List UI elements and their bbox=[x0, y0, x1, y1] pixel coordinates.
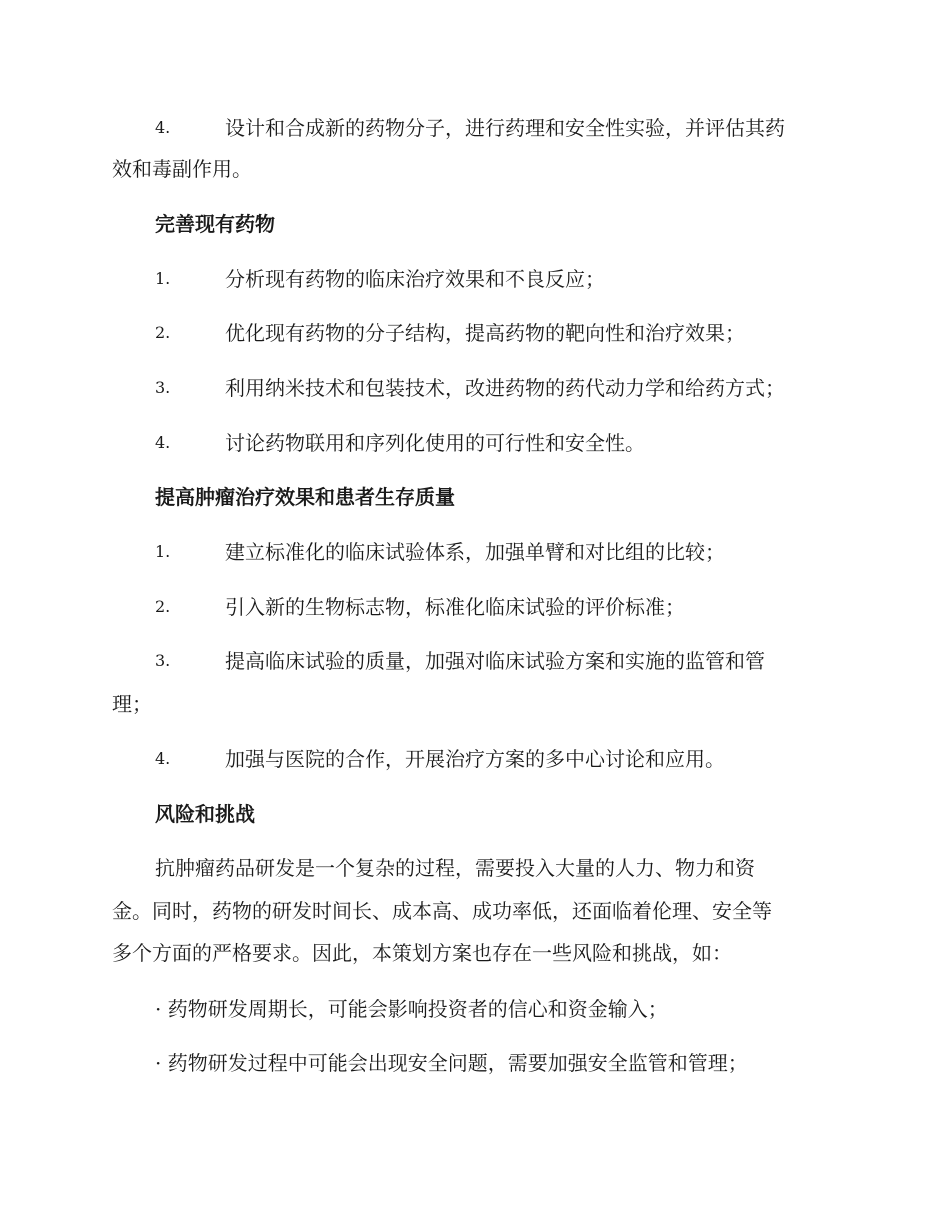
list-number: 4. bbox=[155, 433, 171, 452]
list-number: 3. bbox=[155, 651, 171, 670]
list-item-text: 讨论药物联用和序列化使用的可行性和安全性。 bbox=[225, 431, 645, 455]
list-item-continuation: 理； bbox=[112, 692, 152, 716]
section-heading-outcome: 提高肿瘤治疗效果和患者生存质量 bbox=[155, 485, 455, 509]
section-heading-improve: 完善现有药物 bbox=[155, 212, 275, 236]
list-item-text: 建立标准化的临床试验体系，加强单臂和对比组的比较； bbox=[225, 540, 725, 564]
list-number: 4. bbox=[155, 118, 171, 137]
list-item-text: 引入新的生物标志物，标准化临床试验的评价标准； bbox=[225, 595, 685, 619]
list-number: 2. bbox=[155, 597, 171, 616]
list-number: 4. bbox=[155, 749, 171, 768]
paragraph-line: 多个方面的严格要求。因此，本策划方案也存在一些风险和挑战，如： bbox=[112, 941, 732, 965]
list-number: 1. bbox=[155, 542, 171, 561]
paragraph-line: 抗肿瘤药品研发是一个复杂的过程，需要投入大量的人力、物力和资 bbox=[155, 856, 755, 880]
section-heading-risk: 风险和挑战 bbox=[155, 802, 255, 826]
list-number: 1. bbox=[155, 269, 171, 288]
list-item-text: 分析现有药物的临床治疗效果和不良反应； bbox=[225, 267, 605, 291]
bullet-item: · 药物研发过程中可能会出现安全问题，需要加强安全监管和管理； bbox=[155, 1051, 748, 1075]
list-number: 3. bbox=[155, 378, 171, 397]
list-item-text: 加强与医院的合作，开展治疗方案的多中心讨论和应用。 bbox=[225, 747, 725, 771]
list-item-text: 设计和合成新的药物分子，进行药理和安全性实验，并评估其药 bbox=[225, 116, 785, 140]
list-item-text: 优化现有药物的分子结构，提高药物的靶向性和治疗效果； bbox=[225, 321, 745, 345]
list-item-continuation: 效和毒副作用。 bbox=[112, 157, 252, 181]
paragraph-line: 金。同时，药物的研发时间长、成本高、成功率低，还面临着伦理、安全等 bbox=[112, 899, 772, 923]
bullet-item: · 药物研发周期长，可能会影响投资者的信心和资金输入； bbox=[155, 997, 668, 1021]
list-item-text: 提高临床试验的质量，加强对临床试验方案和实施的监管和管 bbox=[225, 649, 765, 673]
list-number: 2. bbox=[155, 323, 171, 342]
list-item-text: 利用纳米技术和包装技术，改进药物的药代动力学和给药方式； bbox=[225, 376, 785, 400]
